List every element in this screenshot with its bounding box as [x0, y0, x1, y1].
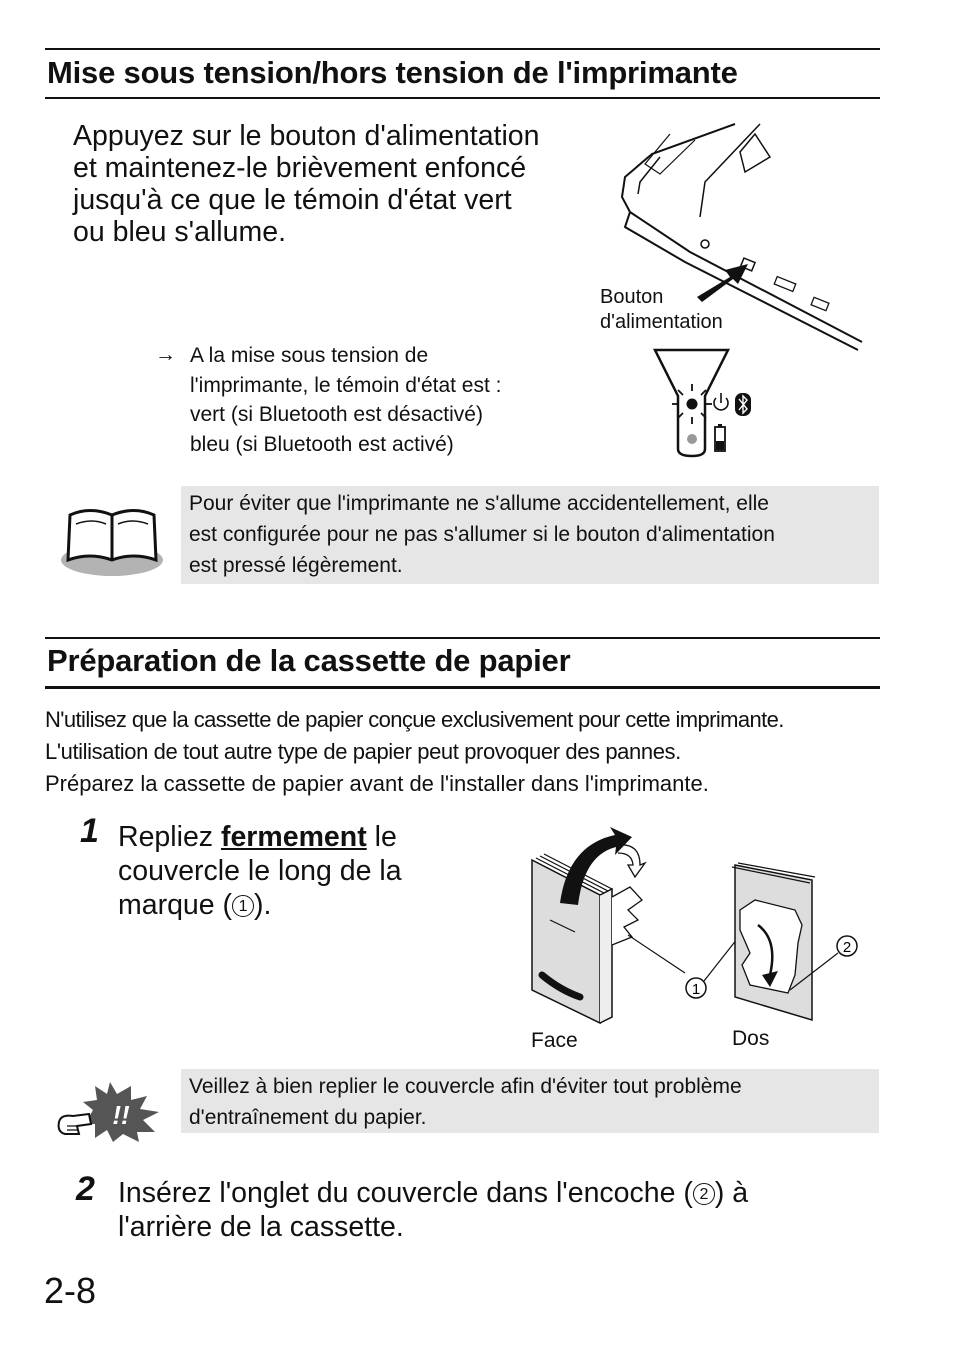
step2-number: 2: [76, 1170, 95, 1208]
caution-mark: !!: [112, 1100, 130, 1130]
step1-text: Repliez fermement le couvercle le long de la marque ( 1 ).: [118, 821, 402, 921]
circled-mark-1: 1: [232, 895, 254, 917]
intro-line: Préparez la cassette de papier avant de l'installer dans l'imprimante.: [45, 771, 709, 796]
power-button-label: Bouton d'alimentation: [600, 286, 723, 333]
figure-mark-2: 2: [842, 939, 852, 956]
page-number: 2-8: [44, 1270, 97, 1311]
circled-mark-2: 2: [693, 1183, 715, 1205]
section2-bottom-rule: [45, 686, 880, 689]
instruction-line: Appuyez sur le bouton d'alimentation: [73, 120, 540, 152]
section2-top-rule: [45, 637, 880, 639]
caution-hand-icon: [55, 1080, 165, 1142]
power-on-result: A la mise sous tension de l'imprimante, le témoin d'état est : vert (si Bluetooth est désactivé) bleu (si Bluetooth est activé): [190, 344, 502, 456]
instruction-line: et maintenez-le brièvement enfoncé: [73, 152, 527, 184]
status-led-illustration: [650, 346, 760, 461]
result-arrow: →: [155, 343, 176, 366]
warning-note: Veillez à bien replier le couvercle afin d'éviter tout problème d'entraînement du papier.: [181, 1069, 879, 1133]
instruction-line: jusqu'à ce que le témoin d'état vert: [73, 184, 512, 216]
step1-number: 1: [80, 812, 99, 850]
figure-mark-1: 1: [691, 981, 701, 998]
instruction-line: ou bleu s'allume.: [73, 216, 286, 248]
section1-top-rule: [45, 48, 880, 50]
intro-line: N'utilisez que la cassette de papier conçue exclusivement pour cette imprimante.: [45, 707, 784, 732]
caption-front: Face: [531, 1029, 578, 1052]
cassette-illustration: [520, 825, 870, 1030]
step2-text: Insérez l'onglet du couvercle dans l'encoche ( 2 ) à l'arrière de la cassette.: [118, 1177, 749, 1243]
section1-heading: Mise sous tension/hors tension de l'imprimante: [47, 55, 738, 90]
section2-intro: [45, 704, 784, 800]
section1-bottom-rule: [45, 97, 880, 99]
book-icon: [60, 500, 166, 580]
section1-instruction: [73, 120, 613, 248]
caption-back: Dos: [732, 1027, 770, 1050]
step1-emphasis: fermement: [220, 821, 367, 853]
section2-heading: Préparation de la cassette de papier: [47, 643, 571, 678]
intro-line: L'utilisation de tout autre type de papier peut provoquer des pannes.: [45, 739, 681, 764]
book-note: Pour éviter que l'imprimante ne s'allume accidentellement, elle est configurée pour ne pas s'allumer si le bouton d'alimentation est pressé légèrement.: [181, 486, 879, 584]
